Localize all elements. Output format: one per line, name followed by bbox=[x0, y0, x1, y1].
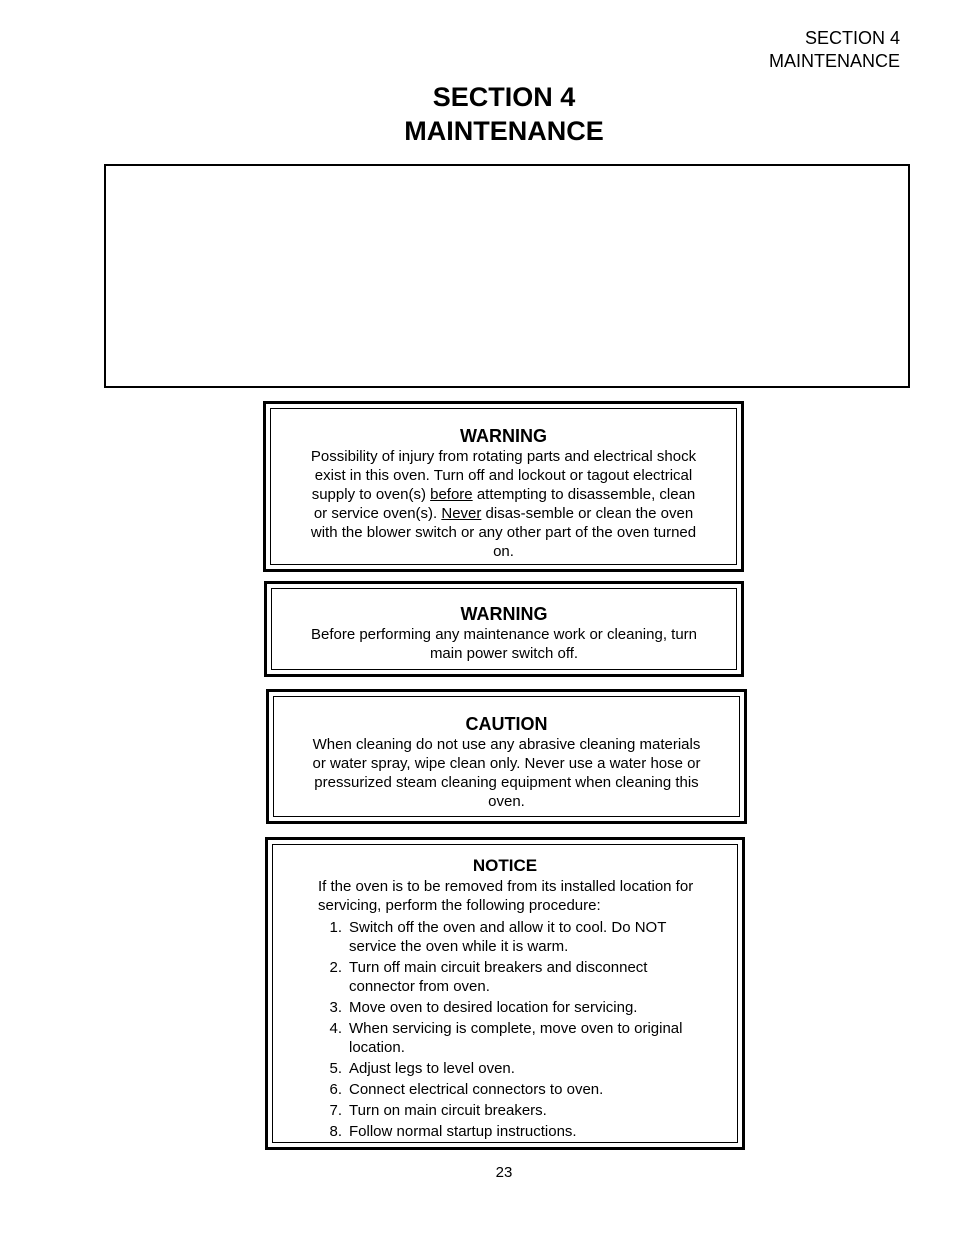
warning-heading: WARNING bbox=[460, 426, 547, 446]
page-number: 23 bbox=[495, 1164, 513, 1181]
step-number: 8. bbox=[329, 1123, 342, 1140]
running-header-section: SECTION 4 bbox=[804, 28, 900, 48]
warning-text-part2: attempting to disassemble, clean or service oven(s). bbox=[313, 486, 696, 522]
procedure-step bbox=[273, 918, 709, 956]
step-number: 5. bbox=[329, 1060, 342, 1077]
warning-text-part1: Possibility of injury from rotating parts and electrical shock exist in this oven. Turn off and lockout or tagout electrical supply to oven(s) bbox=[310, 448, 697, 503]
step-number: 1. bbox=[329, 919, 342, 936]
figure-frame bbox=[104, 164, 910, 388]
procedure-list bbox=[273, 918, 737, 1141]
warning-box-inner bbox=[271, 588, 737, 670]
step-number: 6. bbox=[329, 1081, 342, 1098]
step-text: Move oven to desired location for servicing. bbox=[349, 999, 638, 1016]
procedure-step bbox=[273, 998, 709, 1017]
notice-intro: If the oven is to be removed from its installed location for servicing, perform the following procedure: bbox=[318, 878, 694, 914]
step-text: Switch off the oven and allow it to cool. Do NOT service the oven while it is warm. bbox=[349, 919, 667, 955]
notice-box-inner bbox=[272, 844, 738, 1143]
step-text: Adjust legs to level oven. bbox=[349, 1060, 515, 1077]
step-text: When servicing is complete, move oven to original location. bbox=[349, 1020, 683, 1056]
procedure-step bbox=[273, 1101, 709, 1120]
procedure-step bbox=[273, 1122, 709, 1141]
step-text: Connect electrical connectors to oven. bbox=[349, 1081, 604, 1098]
running-header-title: MAINTENANCE bbox=[768, 51, 900, 71]
running-header bbox=[769, 27, 900, 73]
caution-heading: CAUTION bbox=[465, 714, 548, 734]
step-text: Follow normal startup instructions. bbox=[349, 1123, 577, 1140]
step-text: Turn on main circuit breakers. bbox=[349, 1102, 547, 1119]
warning-text-part3: disas-semble or clean the oven with the blower switch or any other part of the oven turned on. bbox=[310, 505, 697, 560]
warning-heading: WARNING bbox=[460, 604, 548, 624]
step-number: 2. bbox=[329, 959, 342, 976]
warning-text bbox=[304, 447, 704, 561]
procedure-step bbox=[273, 1059, 709, 1078]
caution-box bbox=[266, 689, 747, 824]
caution-text: When cleaning do not use any abrasive cleaning materials or water spray, wipe clean only. Never use a water hose or pressurized steam cleaning equipment when cleaning this oven. bbox=[312, 736, 701, 810]
page-title-section: SECTION 4 bbox=[432, 82, 576, 112]
step-number: 7. bbox=[329, 1102, 342, 1119]
warning-box-injury bbox=[263, 401, 744, 572]
notice-box bbox=[265, 837, 745, 1150]
procedure-step bbox=[273, 1019, 709, 1057]
procedure-step bbox=[273, 958, 709, 996]
step-number: 3. bbox=[329, 999, 342, 1016]
warning-underline-never: Never bbox=[441, 505, 482, 522]
warning-box-power bbox=[264, 581, 744, 677]
step-number: 4. bbox=[329, 1020, 342, 1037]
page-title bbox=[0, 80, 954, 148]
warning-box-inner bbox=[270, 408, 737, 565]
warning-text: Before performing any maintenance work or cleaning, turn main power switch off. bbox=[310, 626, 698, 662]
warning-underline-before: before bbox=[430, 486, 473, 503]
caution-box-inner bbox=[273, 696, 740, 817]
page-title-name: MAINTENANCE bbox=[404, 116, 604, 146]
procedure-step bbox=[273, 1080, 709, 1099]
step-text: Turn off main circuit breakers and disconnect connector from oven. bbox=[349, 959, 648, 995]
notice-heading: NOTICE bbox=[472, 856, 538, 875]
